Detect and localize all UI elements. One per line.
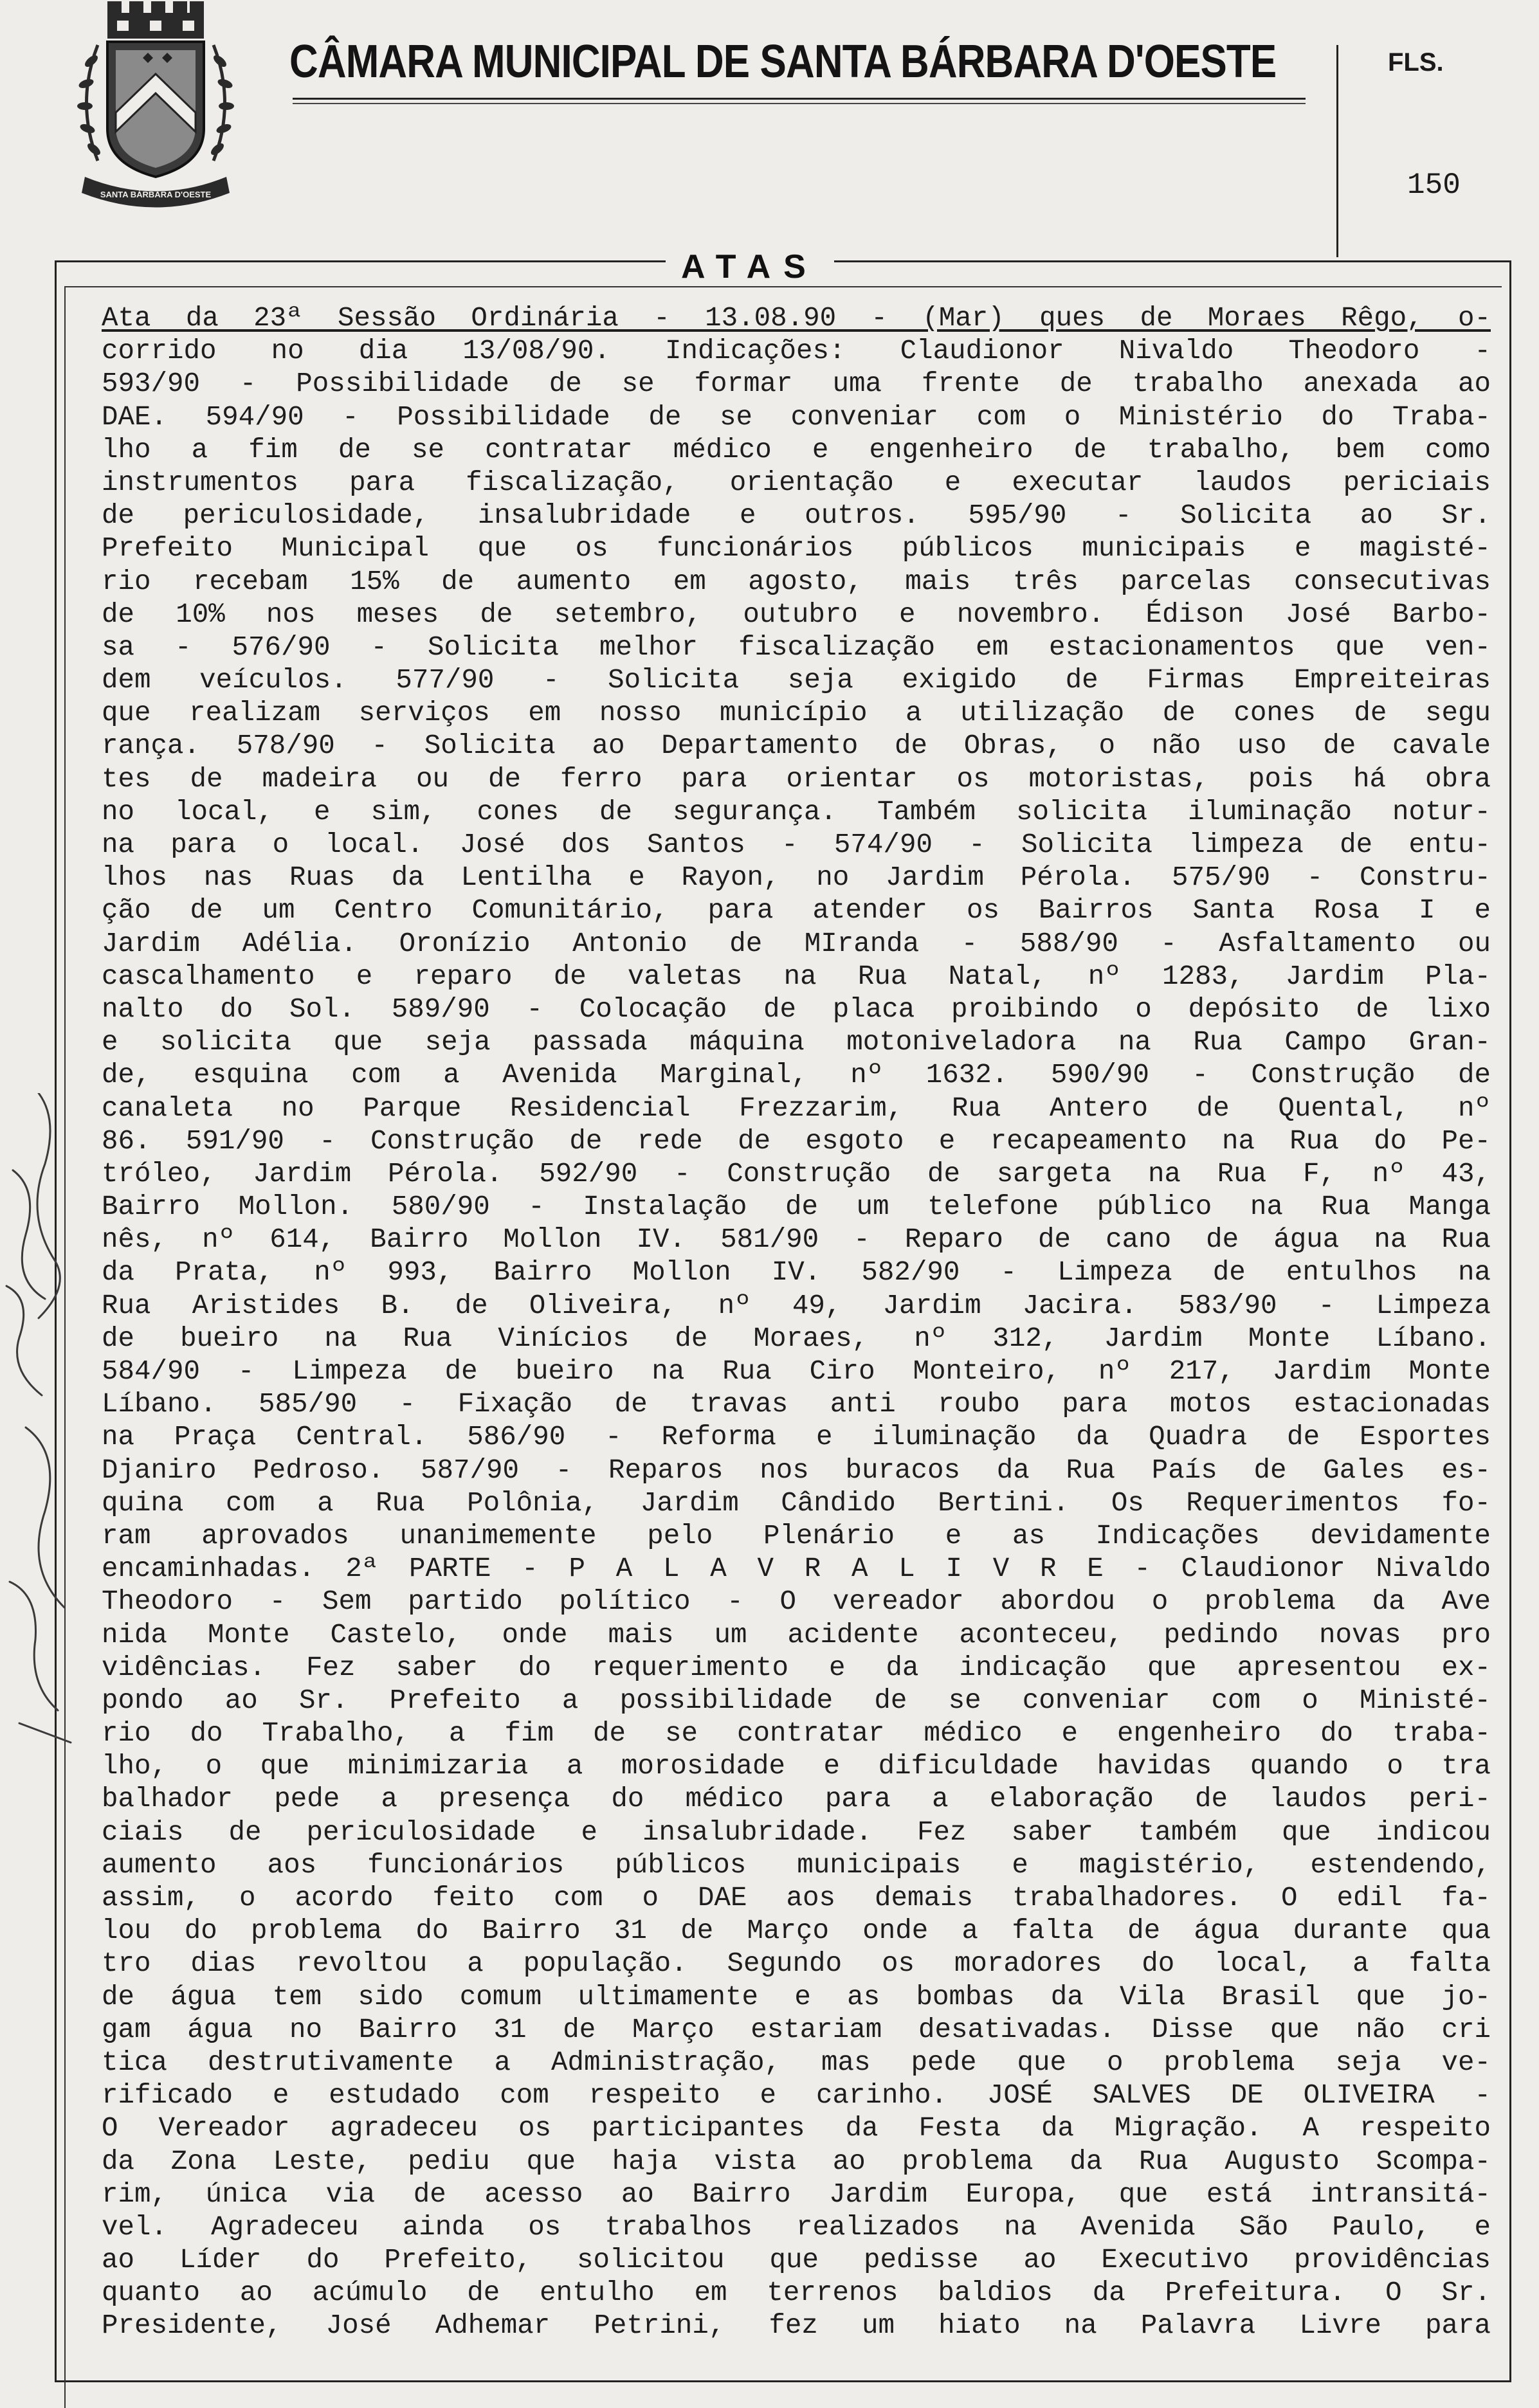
minutes-line: Rua Aristides B. de Oliveira, nº 49, Jardim Jacira. 583/90 - Limpeza bbox=[102, 1290, 1491, 1321]
minutes-line: corrido no dia 13/08/90. Indicações: Claudionor Nivaldo Theodoro - bbox=[102, 336, 1491, 367]
minutes-line: tes de madeira ou de ferro para orientar os motoristas, pois há obra bbox=[102, 763, 1491, 795]
minutes-line: quina com a Rua Polônia, Jardim Cândido Bertini. Os Requerimentos fo- bbox=[102, 1487, 1491, 1519]
minutes-line: no local, e sim, cones de segurança. Também solicita iluminação notur- bbox=[102, 796, 1491, 828]
minutes-line: DAE. 594/90 - Possibilidade de se conveniar com o Ministério do Traba- bbox=[102, 401, 1491, 433]
minutes-line: rio do Trabalho, a fim de se contratar médico e engenheiro do traba- bbox=[102, 1718, 1491, 1750]
header-rule-secondary bbox=[293, 103, 1306, 104]
minutes-line: gam água no Bairro 31 de Março estariam desativadas. Disse que não cri bbox=[102, 2014, 1491, 2045]
minutes-line: que realizam serviços em nosso município a utilização de cones de segu bbox=[102, 698, 1491, 729]
minutes-line: pondo ao Sr. Prefeito a possibilidade de se conveniar com o Ministé- bbox=[102, 1685, 1491, 1716]
crest-banner-text: SANTA BÁRBARA D'OESTE bbox=[100, 190, 212, 199]
minutes-line: lhos nas Ruas da Lentilha e Rayon, no Jardim Pérola. 575/90 - Constru- bbox=[102, 862, 1491, 894]
section-title: ATAS bbox=[666, 248, 834, 286]
minutes-line: aumento aos funcionários públicos municipais e magistério, estendendo, bbox=[102, 1849, 1491, 1881]
minutes-line: Presidente, José Adhemar Petrini, fez um hiato na Palavra Livre para bbox=[102, 2310, 1491, 2342]
minutes-line: lho, o que minimizaria a morosidade e dificuldade havidas quando o tra bbox=[102, 1751, 1491, 1782]
crown-icon bbox=[107, 1, 204, 39]
minutes-line: Líbano. 585/90 - Fixação de travas anti roubo para motos estacionadas bbox=[102, 1389, 1491, 1420]
minutes-line: na para o local. José dos Santos - 574/90 - Solicita limpeza de entu- bbox=[102, 829, 1491, 860]
minutes-line: balhador pede a presença do médico para a elaboração de laudos peri- bbox=[102, 1784, 1491, 1815]
minutes-line: rança. 578/90 - Solicita ao Departamento de Obras, o não uso de cavale bbox=[102, 730, 1491, 762]
minutes-line: nida Monte Castelo, onde mais um acidente aconteceu, pedindo novas pro bbox=[102, 1619, 1491, 1651]
minutes-line: dem veículos. 577/90 - Solicita seja exigido de Firmas Empreiteiras bbox=[102, 665, 1491, 696]
minutes-line: Ata da 23ª Sessão Ordinária - 13.08.90 - (Mar) ques de Moraes Rêgo, o- bbox=[102, 303, 1491, 334]
minutes-line: assim, o acordo feito com o DAE aos demais trabalhadores. O edil fa- bbox=[102, 1883, 1491, 1914]
minutes-line: vel. Agradeceu ainda os trabalhos realizados na Avenida São Paulo, e bbox=[102, 2211, 1491, 2243]
minutes-line: da Prata, nº 993, Bairro Mollon IV. 582/90 - Limpeza de entulhos na bbox=[102, 1257, 1491, 1289]
page-number-divider bbox=[1336, 45, 1338, 257]
minutes-line: tica destrutivamente a Administração, mas pede que o problema seja ve- bbox=[102, 2047, 1491, 2078]
minutes-line: na Praça Central. 586/90 - Reforma e iluminação da Quadra de Esportes bbox=[102, 1422, 1491, 1453]
minutes-line: canaleta no Parque Residencial Frezzarim, Rua Antero de Quental, nº bbox=[102, 1092, 1491, 1124]
minutes-line: de periculosidade, insalubridade e outros. 595/90 - Solicita ao Sr. bbox=[102, 500, 1491, 532]
minutes-line: quanto ao acúmulo de entulho em terrenos baldios da Prefeitura. O Sr. bbox=[102, 2277, 1491, 2309]
minutes-line: nês, nº 614, Bairro Mollon IV. 581/90 - Reparo de cano de água na Rua bbox=[102, 1224, 1491, 1256]
minutes-line: rio recebam 15% de aumento em agosto, mais três parcelas consecutivas bbox=[102, 566, 1491, 597]
minutes-line: vidências. Fez saber do requerimento e da indicação que apresentou ex- bbox=[102, 1652, 1491, 1683]
minutes-line: 86. 591/90 - Construção de rede de esgoto e recapeamento na Rua do Pe- bbox=[102, 1125, 1491, 1157]
minutes-line: de bueiro na Rua Vinícios de Moraes, nº 312, Jardim Monte Líbano. bbox=[102, 1323, 1491, 1354]
minutes-line: rim, única via de acesso ao Bairro Jardim Europa, que está intransitá- bbox=[102, 2178, 1491, 2210]
minutes-line: tróleo, Jardim Pérola. 592/90 - Construção de sargeta na Rua F, nº 43, bbox=[102, 1158, 1491, 1190]
minutes-line: tro dias revoltou a população. Segundo os moradores do local, a falta bbox=[102, 1948, 1491, 1980]
municipal-crest bbox=[72, 0, 239, 212]
minutes-line: Jardim Adélia. Oronízio Antonio de MIranda - 588/90 - Asfaltamento ou bbox=[102, 928, 1491, 959]
minutes-line: nalto do Sol. 589/90 - Colocação de placa proibindo o depósito de lixo bbox=[102, 993, 1491, 1025]
minutes-line: sa - 576/90 - Solicita melhor fiscalização em estacionamentos que ven- bbox=[102, 631, 1491, 663]
minutes-line: Bairro Mollon. 580/90 - Instalação de um telefone público na Rua Manga bbox=[102, 1191, 1491, 1223]
header-rule bbox=[293, 98, 1306, 100]
minutes-line: 593/90 - Possibilidade de se formar uma frente de trabalho anexada ao bbox=[102, 368, 1491, 400]
minutes-line: cascalhamento e reparo de valetas na Rua Natal, nº 1283, Jardim Pla- bbox=[102, 961, 1491, 992]
minutes-line: ao Líder do Prefeito, solicitou que pedisse ao Executivo providências bbox=[102, 2245, 1491, 2276]
crest-banner bbox=[82, 177, 230, 208]
institution-title: CÂMARA MUNICIPAL DE SANTA BÁRBARA D'OESTE bbox=[289, 36, 1277, 87]
minutes-line: ciais de periculosidade e insalubridade. Fez saber também que indicou bbox=[102, 1816, 1491, 1848]
minutes-line: de 10% nos meses de setembro, outubro e novembro. Édison José Barbo- bbox=[102, 599, 1491, 630]
minutes-line: ção de um Centro Comunitário, para atender os Bairros Santa Rosa I e bbox=[102, 895, 1491, 927]
minutes-line: rificado e estudado com respeito e carinho. JOSÉ SALVES DE OLIVEIRA - bbox=[102, 2080, 1491, 2112]
minutes-text bbox=[102, 302, 1491, 2343]
minutes-line: da Zona Leste, pediu que haja vista ao problema da Rua Augusto Scompa- bbox=[102, 2146, 1491, 2177]
minutes-line: Theodoro - Sem partido político - O vereador abordou o problema da Ave bbox=[102, 1586, 1491, 1618]
minutes-line: lou do problema do Bairro 31 de Março onde a falta de água durante qua bbox=[102, 1915, 1491, 1947]
minutes-line: ram aprovados unanimemente pelo Plenário e as Indicações devidamente bbox=[102, 1520, 1491, 1552]
minutes-line: 584/90 - Limpeza de bueiro na Rua Ciro Monteiro, nº 217, Jardim Monte bbox=[102, 1356, 1491, 1387]
minutes-line: Djaniro Pedroso. 587/90 - Reparos nos buracos da Rua País de Gales es- bbox=[102, 1454, 1491, 1486]
minutes-line: lho a fim de se contratar médico e engenheiro de trabalho, bem como bbox=[102, 434, 1491, 466]
minutes-line: instrumentos para fiscalização, orientação e executar laudos periciais bbox=[102, 467, 1491, 498]
page-number: 150 bbox=[1407, 168, 1461, 202]
minutes-line: de, esquina com a Avenida Marginal, nº 1632. 590/90 - Construção de bbox=[102, 1060, 1491, 1091]
minutes-line: O Vereador agradeceu os participantes da Festa da Migração. A respeito bbox=[102, 2113, 1491, 2144]
shield-icon bbox=[107, 42, 204, 177]
minutes-line: encaminhadas. 2ª PARTE - P A L A V R A L I V R E - Claudionor Nivaldo bbox=[102, 1553, 1491, 1585]
margin-signature bbox=[0, 1093, 96, 1768]
minutes-line: de água tem sido comum ultimamente e as bombas da Vila Brasil que jo- bbox=[102, 1981, 1491, 2013]
minutes-line: e solicita que seja passada máquina motoniveladora na Rua Campo Gran- bbox=[102, 1027, 1491, 1058]
folio-label: FLS. bbox=[1388, 48, 1444, 77]
minutes-line: Prefeito Municipal que os funcionários públicos municipais e magisté- bbox=[102, 533, 1491, 565]
